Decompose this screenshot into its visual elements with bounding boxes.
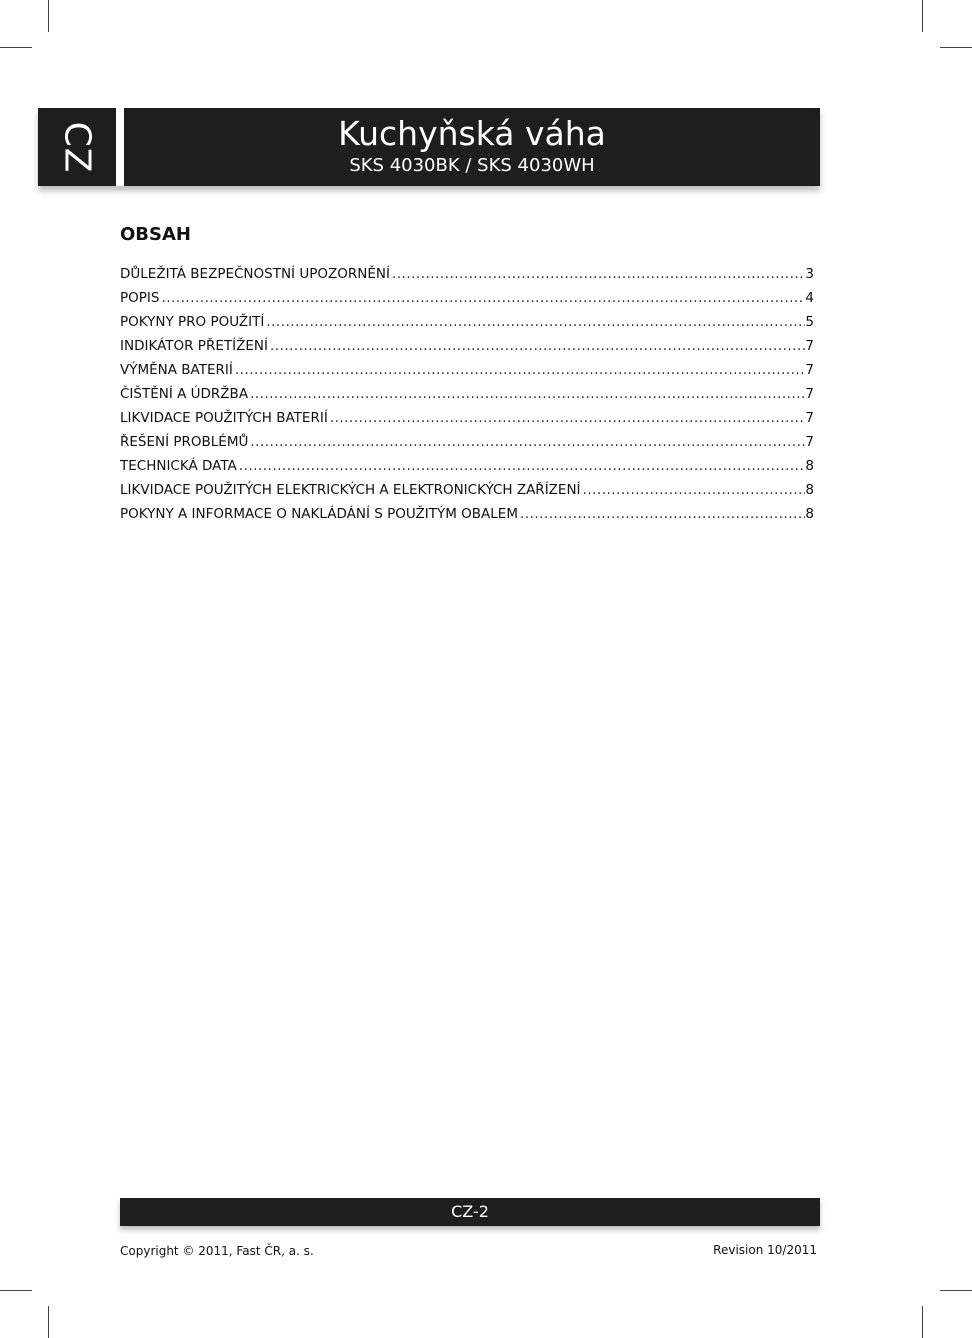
copyright-text: Copyright © 2011, Fast ČR, a. s. <box>120 1244 314 1258</box>
toc-entry[interactable] <box>120 482 814 506</box>
crop-mark <box>940 1290 972 1291</box>
toc-entry-page: 3 <box>805 266 814 282</box>
document-title: Kuchyňská váha <box>338 114 606 153</box>
crop-mark <box>0 47 32 48</box>
crop-mark <box>48 0 49 32</box>
toc-entry[interactable] <box>120 410 814 434</box>
toc-entry-label: POKYNY PRO POUŽITÍ <box>120 314 265 330</box>
toc-entry-label: TECHNICKÁ DATA <box>120 458 237 474</box>
header-separator <box>116 108 124 186</box>
toc-entry-label: DŮLEŽITÁ BEZPEČNOSTNÍ UPOZORNĚNÍ <box>120 266 390 282</box>
crop-mark <box>922 1306 923 1338</box>
toc-entry-page: 8 <box>805 506 814 522</box>
toc-entry-page: 7 <box>805 386 814 402</box>
toc-leader-dots <box>520 506 805 522</box>
title-box <box>124 108 820 186</box>
toc-entry-page: 7 <box>805 410 814 426</box>
toc-entry-label: POPIS <box>120 290 160 306</box>
toc-entry[interactable] <box>120 386 814 410</box>
table-of-contents <box>120 266 814 530</box>
document-subtitle: SKS 4030BK / SKS 4030WH <box>349 155 595 176</box>
toc-leader-dots <box>583 482 806 498</box>
document-header <box>38 108 820 186</box>
crop-mark <box>940 47 972 48</box>
toc-entry-page: 7 <box>805 434 814 450</box>
toc-entry-page: 8 <box>805 458 814 474</box>
toc-leader-dots <box>250 434 805 450</box>
toc-leader-dots <box>161 290 805 306</box>
toc-entry-label: LIKVIDACE POUŽITÝCH BATERIÍ <box>120 410 328 426</box>
toc-entry-label: ČIŠTĚNÍ A ÚDRŽBA <box>120 386 249 402</box>
toc-leader-dots <box>250 386 805 402</box>
toc-entry-page: 7 <box>805 362 814 378</box>
toc-entry[interactable] <box>120 314 814 338</box>
toc-leader-dots <box>392 266 805 282</box>
crop-mark <box>922 0 923 32</box>
page-number: CZ-2 <box>451 1202 489 1221</box>
toc-entry-label: LIKVIDACE POUŽITÝCH ELEKTRICKÝCH A ELEKTRONICKÝCH ZAŘÍZENÍ <box>120 482 581 498</box>
toc-entry-label: ŘEŠENÍ PROBLÉMŮ <box>120 434 249 450</box>
toc-entry-page: 4 <box>805 290 814 306</box>
toc-entry[interactable] <box>120 266 814 290</box>
toc-entry[interactable] <box>120 458 814 482</box>
crop-mark <box>48 1306 49 1338</box>
toc-entry-page: 8 <box>805 482 814 498</box>
toc-entry-page: 5 <box>805 314 814 330</box>
toc-entry[interactable] <box>120 362 814 386</box>
toc-entry-label: POKYNY A INFORMACE O NAKLÁDÁNÍ S POUŽITÝM OBALEM <box>120 506 518 522</box>
language-code: CZ <box>56 121 98 173</box>
revision-text: Revision 10/2011 <box>713 1243 817 1257</box>
toc-leader-dots <box>330 410 806 426</box>
toc-leader-dots <box>270 338 805 354</box>
toc-entry[interactable] <box>120 506 814 530</box>
page-number-bar <box>120 1198 820 1226</box>
toc-heading: OBSAH <box>120 224 191 245</box>
toc-entry-label: VÝMĚNA BATERIÍ <box>120 362 233 378</box>
toc-entry[interactable] <box>120 434 814 458</box>
crop-mark <box>0 1290 32 1291</box>
toc-entry-label: INDIKÁTOR PŘETÍŽENÍ <box>120 338 268 354</box>
toc-leader-dots <box>235 362 806 378</box>
language-tab <box>38 108 116 186</box>
toc-leader-dots <box>266 314 805 330</box>
toc-entry-page: 7 <box>805 338 814 354</box>
toc-entry[interactable] <box>120 290 814 314</box>
toc-entry[interactable] <box>120 338 814 362</box>
toc-leader-dots <box>239 458 806 474</box>
